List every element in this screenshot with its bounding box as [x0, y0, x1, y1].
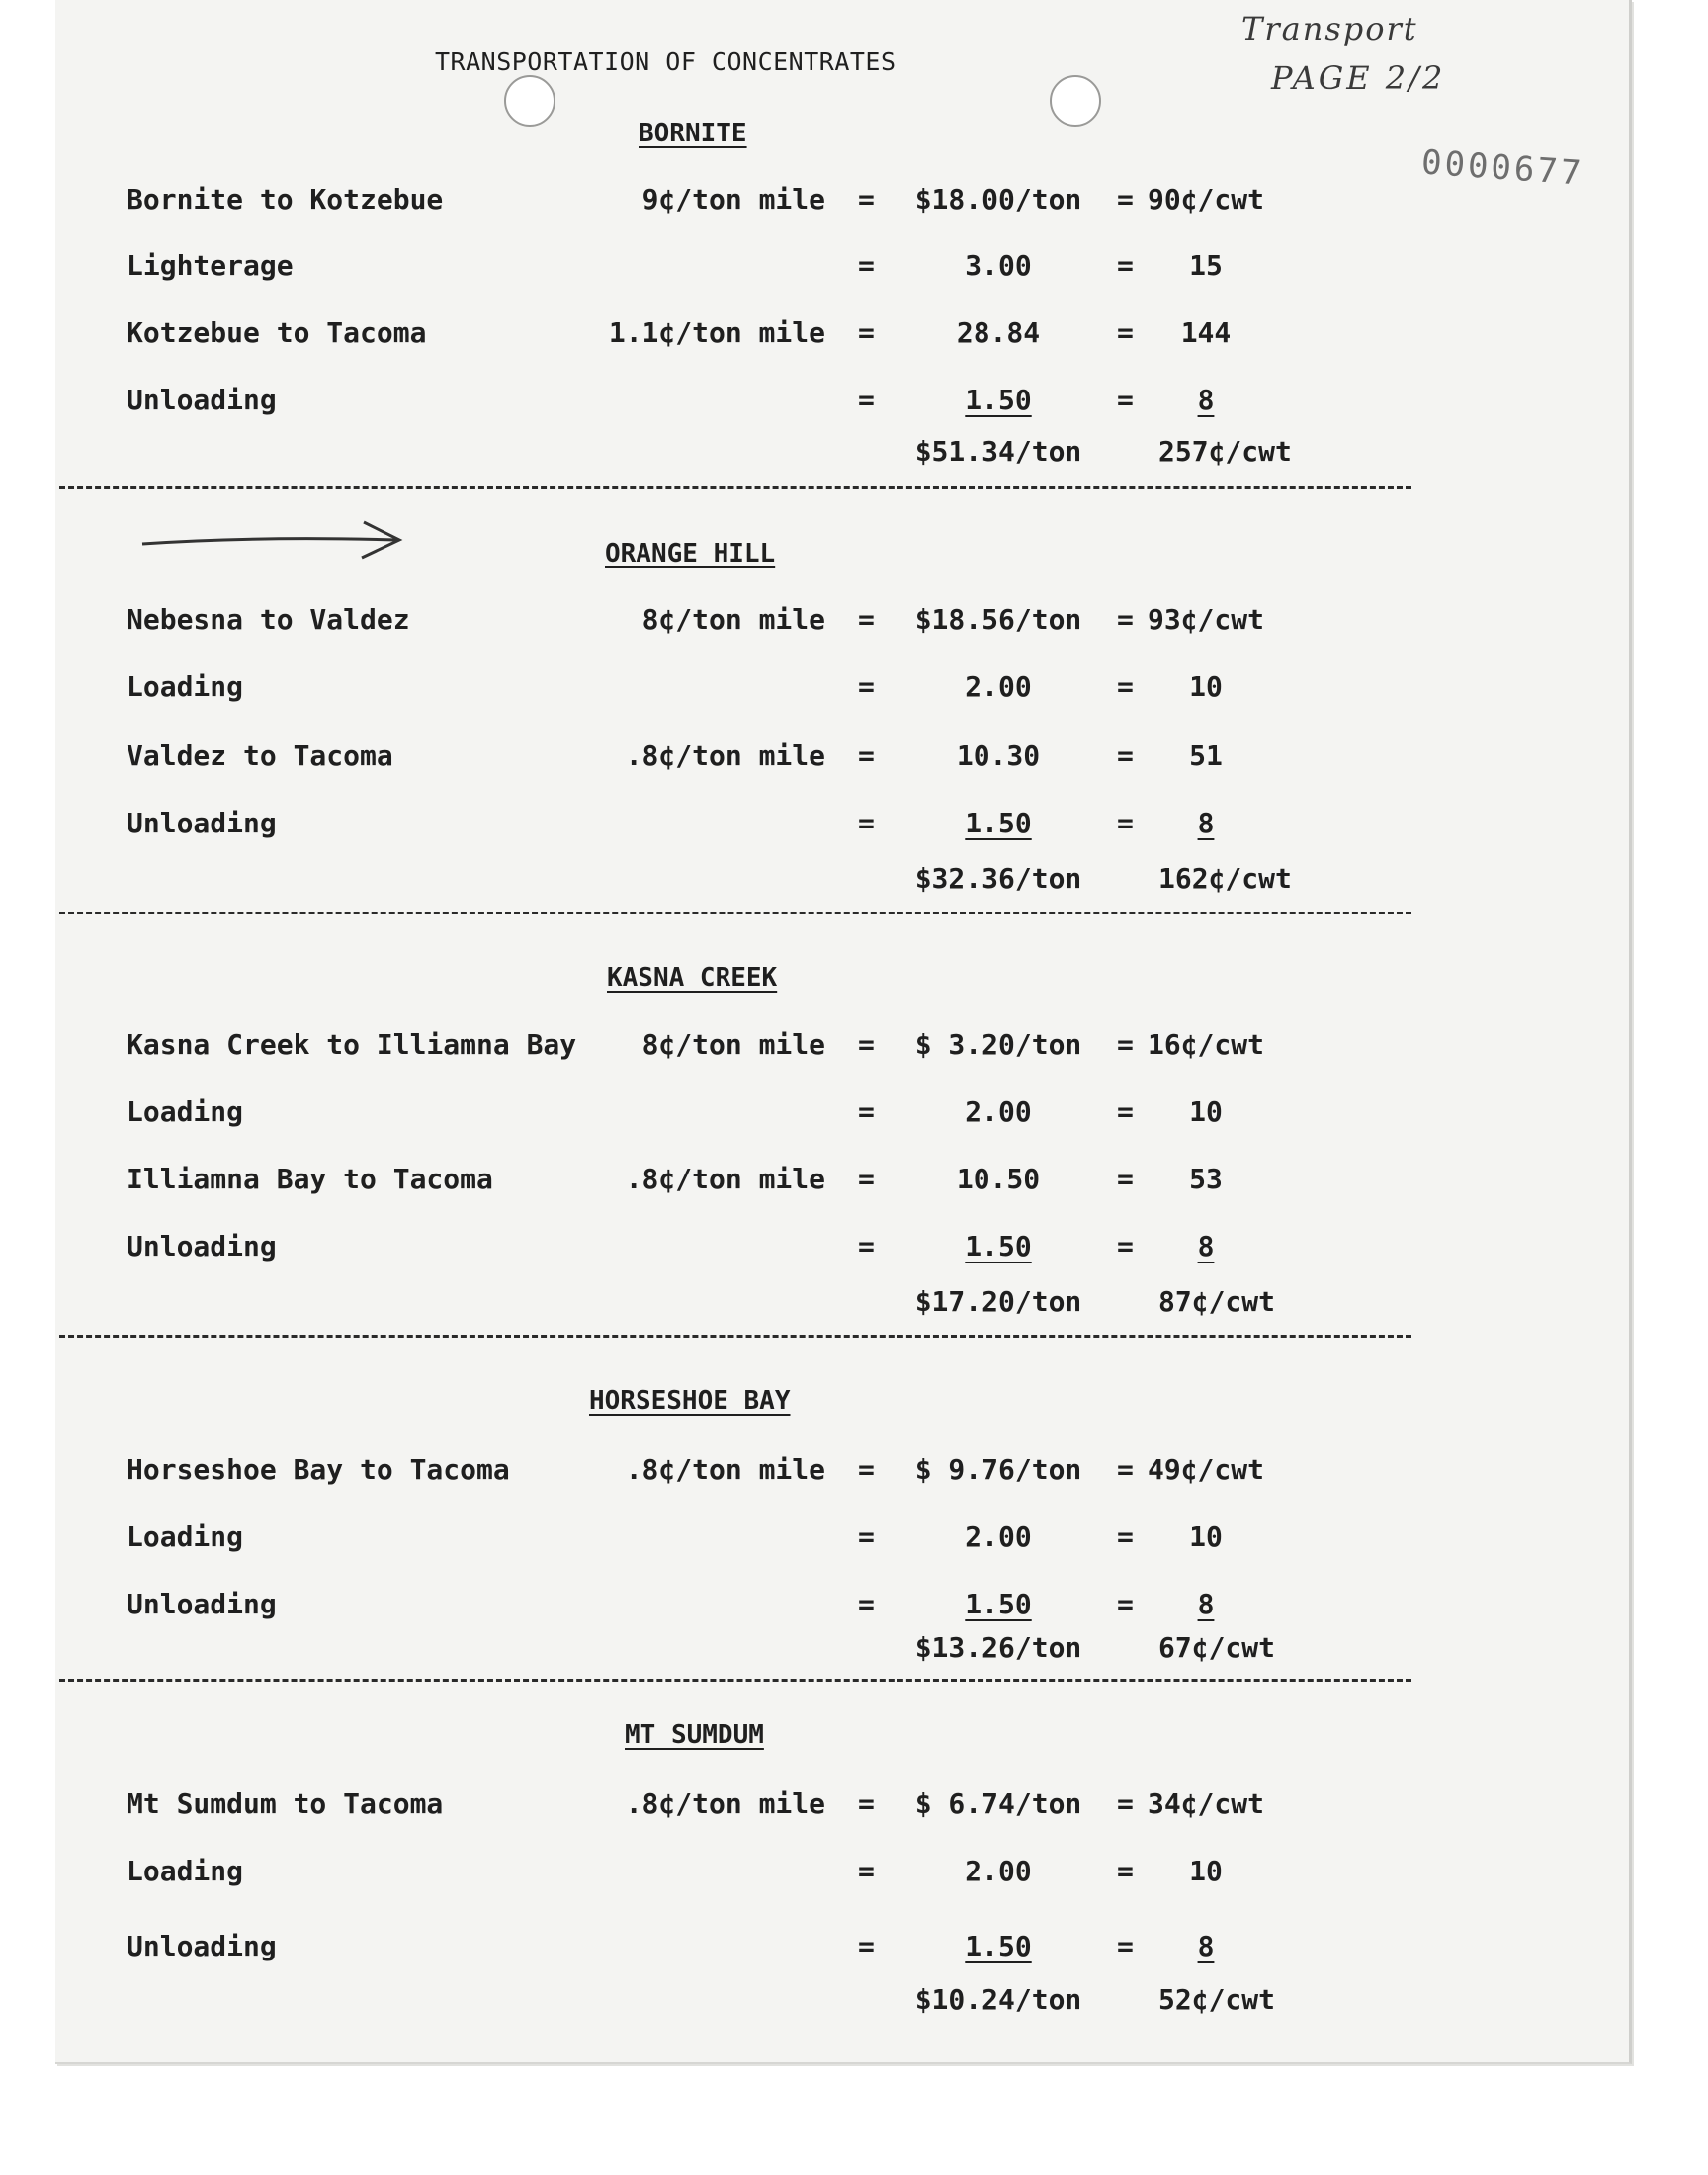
equals-sign: = — [1117, 183, 1134, 216]
punch-hole-left — [504, 75, 555, 127]
cost-per-cwt: 93¢/cwt — [1147, 603, 1264, 636]
cost-per-cwt: 8 — [1197, 807, 1215, 839]
table-row — [0, 1163, 1708, 1202]
equals-sign: = — [858, 1787, 875, 1820]
total-cost-per-cwt: 257¢/cwt — [1158, 435, 1292, 468]
equals-sign: = — [858, 384, 875, 416]
row-label: Kasna Creek to Illiamna Bay — [127, 1028, 577, 1061]
cost-per-ton: 2.00 — [965, 670, 1032, 703]
cost-per-ton: 2.00 — [965, 1521, 1032, 1553]
row-label: Loading — [127, 1855, 244, 1887]
table-row — [0, 807, 1708, 846]
table-row — [0, 1855, 1708, 1894]
section-title: ORANGE HILL — [605, 539, 776, 568]
cost-per-cwt: 49¢/cwt — [1147, 1453, 1264, 1486]
equals-sign: = — [1117, 740, 1134, 772]
section-divider — [59, 912, 1411, 914]
table-row — [0, 740, 1708, 779]
section-title: HORSESHOE BAY — [589, 1386, 791, 1416]
cost-per-cwt: 8 — [1197, 1230, 1215, 1262]
row-label: Nebesna to Valdez — [127, 603, 410, 636]
equals-sign: = — [1117, 670, 1134, 703]
equals-sign: = — [1117, 1855, 1134, 1887]
cost-per-cwt: 51 — [1189, 740, 1223, 772]
section-title: MT SUMDUM — [625, 1720, 764, 1750]
equals-sign: = — [858, 1453, 875, 1486]
rate-per-ton-mile: .8¢/ton mile — [625, 1163, 825, 1195]
cost-per-cwt: 34¢/cwt — [1147, 1787, 1264, 1820]
table-row — [0, 384, 1708, 423]
total-row — [0, 862, 1708, 902]
section-divider — [59, 486, 1411, 489]
equals-sign: = — [858, 1095, 875, 1128]
cost-per-ton: $18.56/ton — [914, 603, 1082, 636]
table-row — [0, 249, 1708, 289]
row-label: Unloading — [127, 1930, 277, 1962]
cost-per-ton: 10.30 — [956, 740, 1041, 772]
table-row — [0, 1453, 1708, 1493]
equals-sign: = — [1117, 1230, 1134, 1262]
equals-sign: = — [858, 1930, 875, 1962]
equals-sign: = — [1117, 1930, 1134, 1962]
cost-per-cwt: 10 — [1189, 1855, 1223, 1887]
equals-sign: = — [858, 249, 875, 282]
cost-per-ton: 10.50 — [956, 1163, 1041, 1195]
row-label: Loading — [127, 1521, 244, 1553]
equals-sign: = — [858, 1230, 875, 1262]
equals-sign: = — [858, 670, 875, 703]
rate-per-ton-mile: 1.1¢/ton mile — [608, 316, 825, 349]
row-label: Unloading — [127, 384, 277, 416]
equals-sign: = — [1117, 249, 1134, 282]
equals-sign: = — [1117, 1028, 1134, 1061]
cost-per-ton: 28.84 — [956, 316, 1041, 349]
total-cost-per-ton: $51.34/ton — [914, 435, 1082, 468]
row-label: Illiamna Bay to Tacoma — [127, 1163, 493, 1195]
cost-per-cwt: 8 — [1197, 1930, 1215, 1962]
equals-sign: = — [1117, 1787, 1134, 1820]
equals-sign: = — [1117, 807, 1134, 839]
document-stamp-number: 0000677 — [1419, 142, 1585, 194]
punch-hole-right — [1050, 75, 1101, 127]
cost-per-cwt: 90¢/cwt — [1147, 183, 1264, 216]
row-label: Lighterage — [127, 249, 294, 282]
equals-sign: = — [1117, 603, 1134, 636]
cost-per-cwt: 16¢/cwt — [1147, 1028, 1264, 1061]
cost-per-ton: 3.00 — [965, 249, 1032, 282]
row-label: Bornite to Kotzebue — [127, 183, 444, 216]
cost-per-ton: $ 3.20/ton — [914, 1028, 1082, 1061]
total-cost-per-ton: $10.24/ton — [914, 1983, 1082, 2016]
handwritten-note-page: PAGE 2/2 — [1271, 59, 1446, 97]
row-label: Kotzebue to Tacoma — [127, 316, 427, 349]
equals-sign: = — [858, 807, 875, 839]
cost-per-cwt: 53 — [1189, 1163, 1223, 1195]
row-label: Unloading — [127, 1588, 277, 1620]
total-cost-per-ton: $32.36/ton — [914, 862, 1082, 895]
total-row — [0, 1983, 1708, 2023]
equals-sign: = — [858, 1163, 875, 1195]
total-cost-per-cwt: 52¢/cwt — [1158, 1983, 1276, 2016]
cost-per-ton: 1.50 — [965, 807, 1032, 839]
row-label: Mt Sumdum to Tacoma — [127, 1787, 444, 1820]
cost-per-ton: $ 6.74/ton — [914, 1787, 1082, 1820]
equals-sign: = — [1117, 1453, 1134, 1486]
cost-per-ton: 1.50 — [965, 384, 1032, 416]
section-title: KASNA CREEK — [607, 963, 778, 993]
cost-per-ton: 2.00 — [965, 1855, 1032, 1887]
total-cost-per-ton: $13.26/ton — [914, 1631, 1082, 1664]
table-row — [0, 1028, 1708, 1068]
total-row — [0, 1285, 1708, 1325]
rate-per-ton-mile: .8¢/ton mile — [625, 1453, 825, 1486]
document-title: TRANSPORTATION OF CONCENTRATES — [435, 47, 897, 76]
equals-sign: = — [858, 1521, 875, 1553]
rate-per-ton-mile: .8¢/ton mile — [625, 740, 825, 772]
equals-sign: = — [858, 1028, 875, 1061]
equals-sign: = — [858, 603, 875, 636]
row-label: Horseshoe Bay to Tacoma — [127, 1453, 510, 1486]
row-label: Valdez to Tacoma — [127, 740, 393, 772]
section-divider — [59, 1335, 1411, 1338]
cost-per-ton: 1.50 — [965, 1230, 1032, 1262]
row-label: Loading — [127, 670, 244, 703]
handwritten-arrow-icon — [138, 514, 405, 564]
cost-per-cwt: 15 — [1189, 249, 1223, 282]
row-label: Loading — [127, 1095, 244, 1128]
rate-per-ton-mile: 8¢/ton mile — [641, 1028, 825, 1061]
equals-sign: = — [858, 183, 875, 216]
cost-per-ton: $18.00/ton — [914, 183, 1082, 216]
equals-sign: = — [858, 1588, 875, 1620]
cost-per-ton: 1.50 — [965, 1588, 1032, 1620]
cost-per-ton: $ 9.76/ton — [914, 1453, 1082, 1486]
cost-per-cwt: 10 — [1189, 1095, 1223, 1128]
table-row — [0, 1787, 1708, 1827]
table-row — [0, 183, 1708, 222]
total-cost-per-cwt: 162¢/cwt — [1158, 862, 1292, 895]
total-cost-per-cwt: 67¢/cwt — [1158, 1631, 1276, 1664]
cost-per-cwt: 8 — [1197, 384, 1215, 416]
cost-per-cwt: 10 — [1189, 1521, 1223, 1553]
equals-sign: = — [858, 316, 875, 349]
cost-per-ton: 1.50 — [965, 1930, 1032, 1962]
table-row — [0, 1588, 1708, 1627]
cost-per-cwt: 144 — [1180, 316, 1232, 349]
table-row — [0, 1230, 1708, 1269]
cost-per-cwt: 10 — [1189, 670, 1223, 703]
cost-per-ton: 2.00 — [965, 1095, 1032, 1128]
table-row — [0, 1521, 1708, 1560]
total-cost-per-cwt: 87¢/cwt — [1158, 1285, 1276, 1318]
equals-sign: = — [858, 740, 875, 772]
equals-sign: = — [1117, 1521, 1134, 1553]
equals-sign: = — [1117, 1588, 1134, 1620]
equals-sign: = — [858, 1855, 875, 1887]
row-label: Unloading — [127, 1230, 277, 1262]
total-row — [0, 1631, 1708, 1671]
equals-sign: = — [1117, 384, 1134, 416]
section-title: BORNITE — [639, 119, 747, 148]
rate-per-ton-mile: 8¢/ton mile — [641, 603, 825, 636]
total-row — [0, 435, 1708, 475]
equals-sign: = — [1117, 1095, 1134, 1128]
cost-per-cwt: 8 — [1197, 1588, 1215, 1620]
handwritten-note-transport: Transport — [1241, 10, 1418, 47]
table-row — [0, 603, 1708, 643]
rate-per-ton-mile: 9¢/ton mile — [641, 183, 825, 216]
equals-sign: = — [1117, 1163, 1134, 1195]
table-row — [0, 670, 1708, 710]
section-divider — [59, 1679, 1411, 1682]
table-row — [0, 316, 1708, 356]
total-cost-per-ton: $17.20/ton — [914, 1285, 1082, 1318]
row-label: Unloading — [127, 807, 277, 839]
equals-sign: = — [1117, 316, 1134, 349]
table-row — [0, 1095, 1708, 1135]
rate-per-ton-mile: .8¢/ton mile — [625, 1787, 825, 1820]
table-row — [0, 1930, 1708, 1969]
